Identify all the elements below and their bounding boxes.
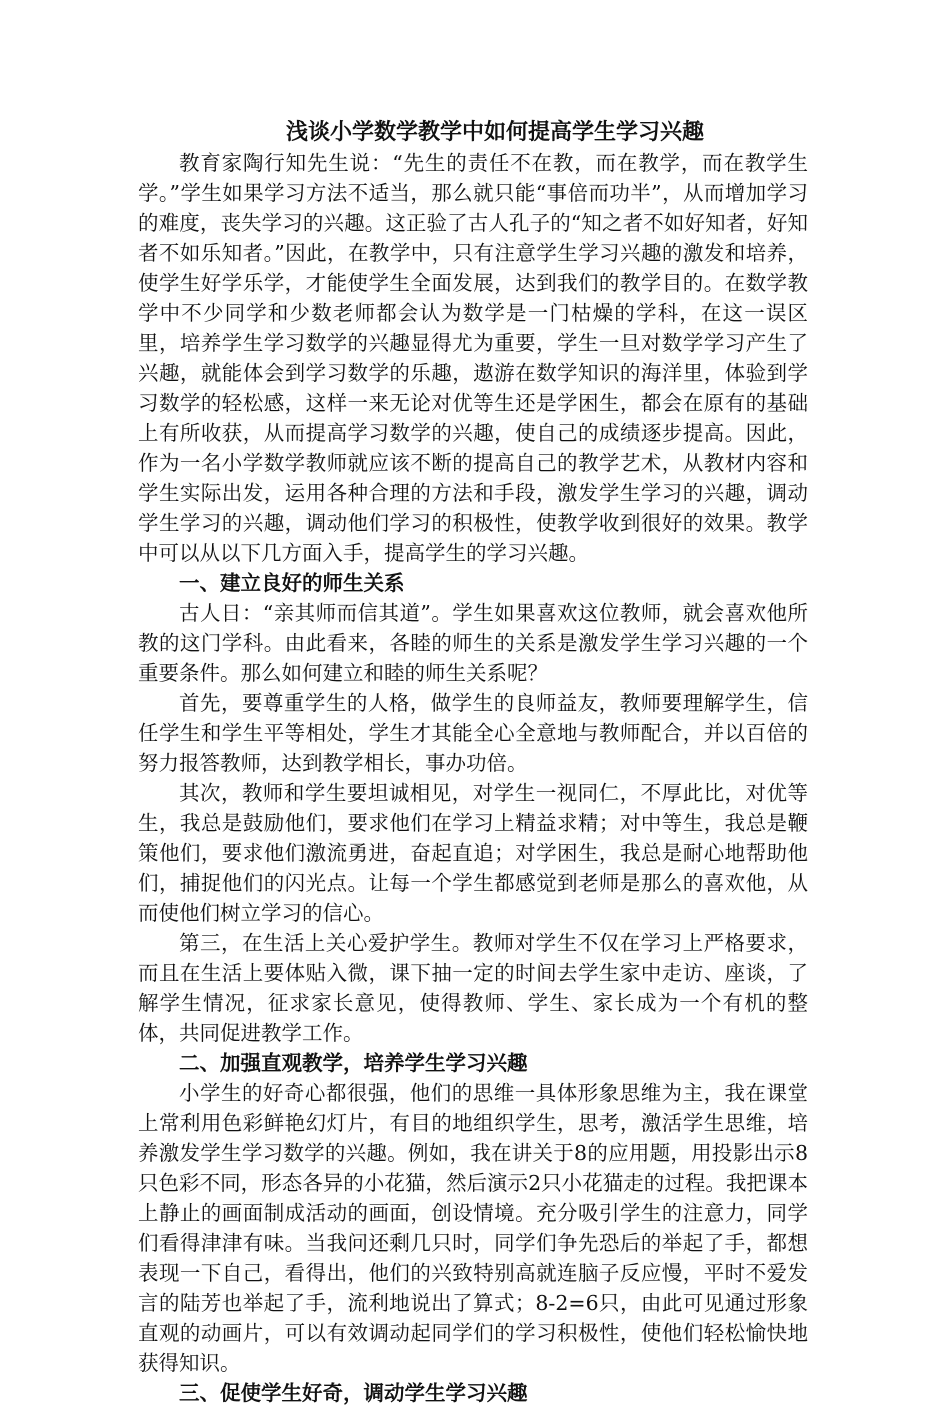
document-page — [138, 118, 808, 1408]
document-title: 浅谈小学数学教学中如何提高学生学习兴趣 — [285, 120, 704, 145]
section-heading-1: 一、建立良好的师生关系 — [179, 571, 405, 595]
section1-paragraph-4: 第三，在生活上关心爱护学生。教师对学生不仅在学习上严格要求，而且在生活上要体贴入微，课下抽一定的时间去学生家中走访、座谈，了解学生情况，征求家长意见，使得教师、学生、家长成为一个有机的整体，共同促进教学工作。 — [138, 931, 808, 1045]
section1-paragraph-1: 古人日：“亲其师而信其道”。学生如果喜欢这位教师，就会喜欢他所教的这门学科。由此看来，各睦的师生的关系是激发学生学习兴趣的一个重要条件。那么如何建立和睦的师生关系呢？ — [138, 601, 808, 685]
section-heading-3: 三、促使学生好奇，调动学生学习兴趣 — [179, 1381, 528, 1405]
section1-paragraph-2: 首先，要尊重学生的人格，做学生的良师益友，教师要理解学生，信任学生和学生平等相处，学生才其能全心全意地与教师配合，并以百倍的努力报答教师，达到教学相长，事办功倍。 — [138, 691, 808, 775]
section1-paragraph-3: 其次，教师和学生要坦诚相见，对学生一视同仁，不厚此比，对优等生，我总是鼓励他们，要求他们在学习上精益求精；对中等生，我总是鞭策他们，要求他们激流勇进，奋起直追；对学困生，我总是耐心地帮助他们，捕捉他们的闪光点。让每一个学生都感觉到老师是那么的喜欢他，从而使他们树立学习的信心。 — [138, 781, 808, 925]
intro-paragraph: 教育家陶行知先生说：“先生的责任不在教，而在教学，而在教学生学。”学生如果学习方法不适当，那么就只能“事倍而功半”，从而增加学习的难度，丧失学习的兴趣。这正验了古人孔子的“知之者不如好知者，好知者不如乐知者。”因此，在教学中，只有注意学生学习兴趣的激发和培养，使学生好学乐学，才能使学生全面发展，达到我们的教学目的。在数学教学中不少同学和少数老师都会认为数学是一门枯燥的学科，在这一误区里，培养学生学习数学的兴趣显得尤为重要，学生一旦对数学学习产生了兴趣，就能体会到学习数学的乐趣，遨游在数学知识的海洋里，体验到学习数学的轻松感，这样一来无论对优等生还是学困生，都会在原有的基础上有所收获，从而提高学习数学的兴趣，使自己的成绩逐步提高。因此，作为一名小学数学教师就应该不断的提高自己的教学艺术，从教材内容和学生实际出发，运用各种合理的方法和手段，激发学生学习的兴趣，调动学生学习的兴趣，调动他们学习的积极性，使教学收到很好的效果。教学中可以从以下几方面入手，提高学生的学习兴趣。 — [138, 151, 808, 565]
section-heading-2: 二、加强直观教学，培养学生学习兴趣 — [179, 1051, 528, 1075]
section2-paragraph-1: 小学生的好奇心都很强，他们的思维一具体形象思维为主，我在课堂上常利用色彩鲜艳幻灯片，有目的地组织学生，思考，激活学生思维，培养激发学生学习数学的兴趣。例如，我在讲关于8的应用题，用投影出示8只色彩不同，形态各异的小花猫，然后演示2只小花猫走的过程。我把课本上静止的画面制成活动的画面，创设情境。充分吸引学生的注意力，同学们看得津津有味。当我问还剩几只时，同学们争先恐后的举起了手，都想表现一下自己，看得出，他们的兴致特别高就连脑子反应慢，平时不爱发言的陆芳也举起了手，流利地说出了算式；8-2=6只，由此可见通过形象直观的动画片，可以有效调动起同学们的学习积极性，使他们轻松愉快地获得知识。 — [138, 1081, 808, 1375]
